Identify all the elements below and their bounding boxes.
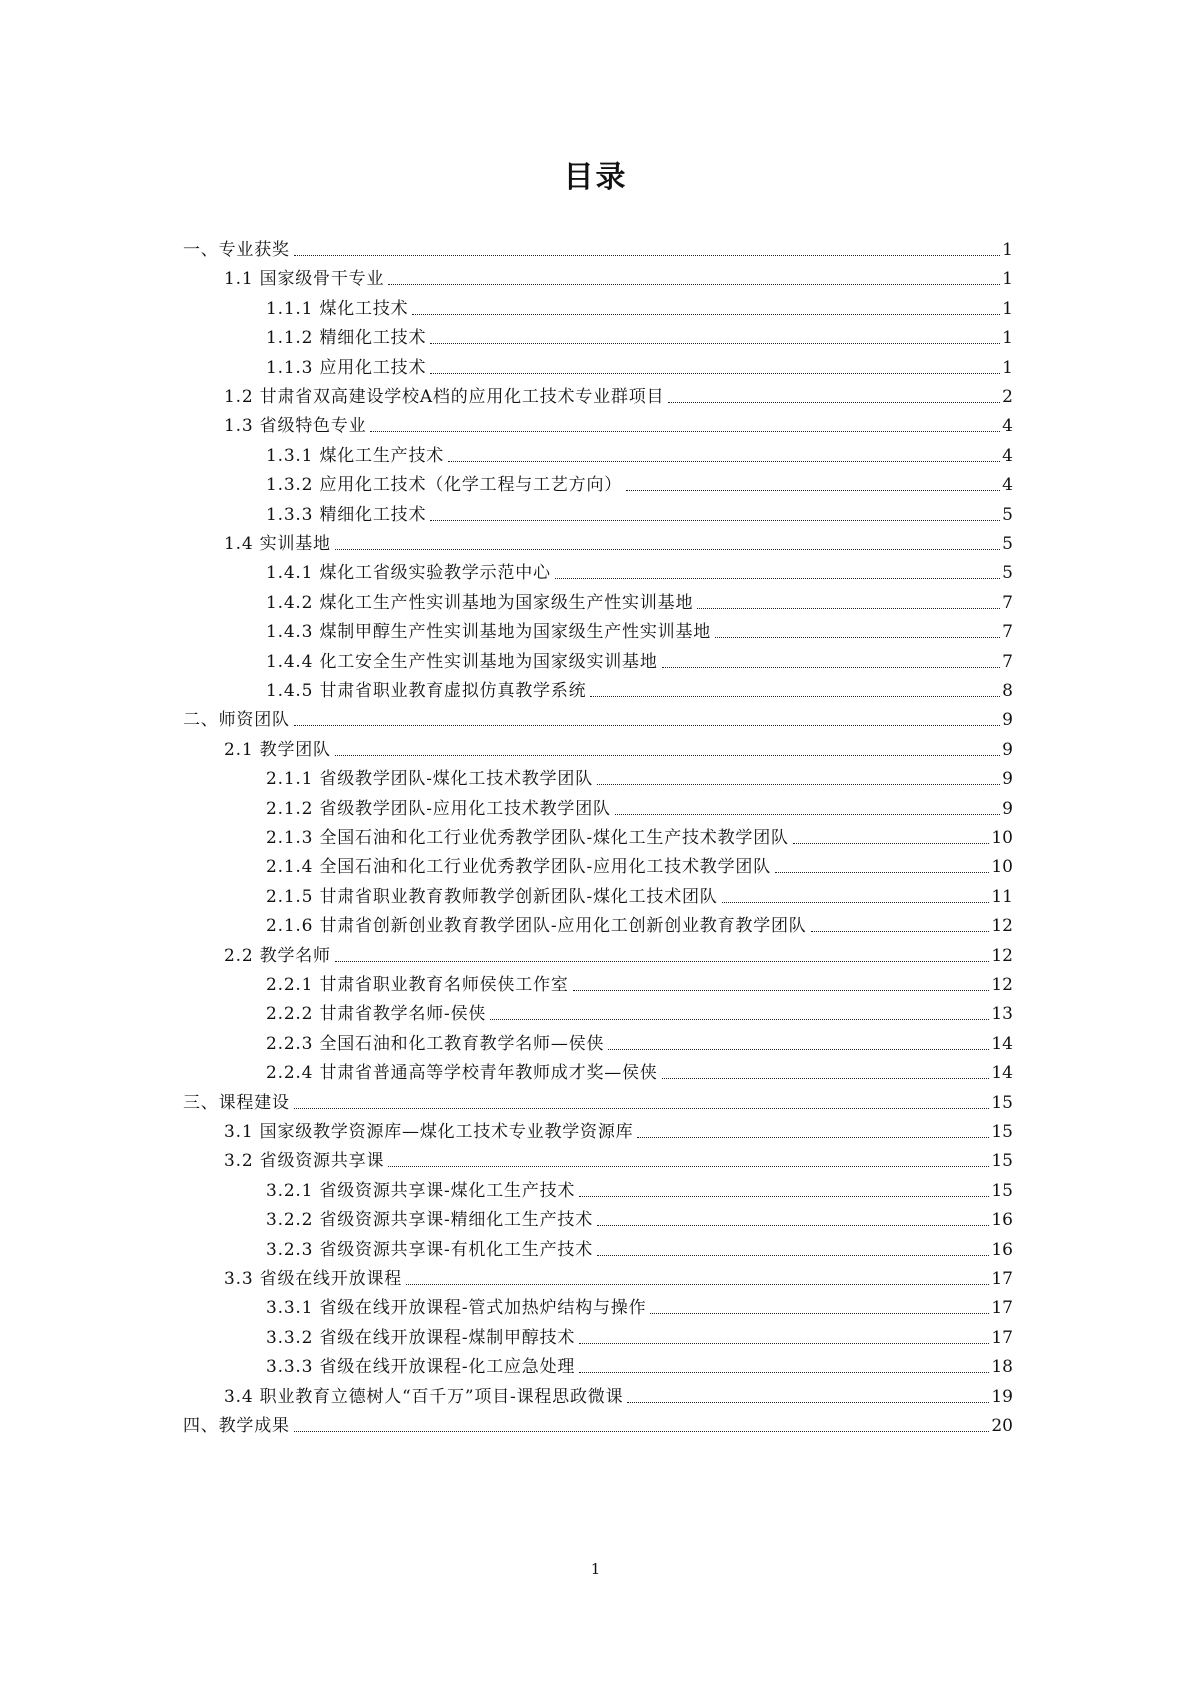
toc-entry[interactable]: [266, 877, 1013, 908]
toc-entry-page: 12: [991, 945, 1013, 966]
toc-dot-leader: [294, 725, 1000, 726]
toc-entry[interactable]: [266, 671, 1013, 702]
toc-entry-page: 1: [1002, 357, 1013, 378]
toc-dot-leader: [388, 1166, 989, 1167]
toc-entry[interactable]: [183, 1083, 1013, 1114]
toc-entry-label: 三、课程建设: [183, 1092, 290, 1113]
toc-dot-leader: [573, 990, 990, 991]
toc-entry[interactable]: [266, 1171, 1013, 1202]
toc-entry-label: 1.3.3 精细化工技术: [266, 504, 427, 525]
toc-entry-page: 17: [991, 1327, 1013, 1348]
toc-entry-label: 1.4.5 甘肃省职业教育虚拟仿真教学系统: [266, 681, 587, 701]
toc-entry-page: 15: [991, 1180, 1013, 1201]
toc-entry[interactable]: [266, 759, 1013, 790]
toc-entry-label: 一、专业获奖: [183, 240, 290, 260]
toc-entry-page: 20: [991, 1416, 1013, 1436]
toc-entry-label: 1.1.3 应用化工技术: [266, 357, 427, 378]
toc-entry[interactable]: [266, 465, 1013, 496]
toc-entry-page: 19: [991, 1386, 1013, 1407]
toc-entry-label: 3.2 省级资源共享课: [224, 1151, 385, 1172]
toc-entry[interactable]: [266, 847, 1013, 878]
toc-dot-leader: [597, 1225, 989, 1226]
toc-entry[interactable]: [266, 1288, 1013, 1319]
toc-entry[interactable]: [183, 230, 1013, 261]
toc-entry-page: 1: [1002, 269, 1013, 290]
toc-entry[interactable]: [266, 1347, 1013, 1378]
toc-entry[interactable]: [266, 789, 1013, 820]
toc-entry-label: 1.1.1 煤化工技术: [266, 298, 409, 319]
toc-entry-page: 15: [991, 1122, 1013, 1142]
toc-dot-leader: [626, 490, 1000, 491]
toc-dot-leader: [430, 343, 1000, 344]
toc-entry-page: 10: [991, 828, 1013, 848]
toc-entry-label: 1.4.2 煤化工生产性实训基地为国家级生产性实训基地: [266, 592, 694, 613]
toc-entry[interactable]: [266, 553, 1013, 584]
toc-entry-label: 1.1.2 精细化工技术: [266, 328, 427, 349]
toc-dot-leader: [668, 402, 1000, 403]
toc-dot-leader: [430, 373, 1000, 374]
toc-dot-leader: [811, 931, 990, 932]
toc-entry[interactable]: [266, 1200, 1013, 1231]
toc-entry-page: 5: [1002, 563, 1013, 584]
toc-entry-page: 1: [1002, 240, 1013, 260]
toc-dot-leader: [335, 549, 1000, 550]
toc-entry-page: 12: [991, 975, 1013, 995]
toc-dot-leader: [294, 1431, 990, 1432]
toc-entry-page: 17: [991, 1269, 1013, 1289]
page-title: 目录: [563, 160, 628, 195]
toc-entry-page: 9: [1002, 798, 1013, 819]
toc-entry-label: 1.1 国家级骨干专业: [224, 269, 385, 290]
toc-entry-label: 2.2 教学名师: [224, 945, 331, 966]
toc-entry[interactable]: [266, 436, 1013, 467]
toc-dot-leader: [294, 1108, 990, 1109]
toc-entry-page: 14: [991, 1033, 1013, 1054]
toc-entry-page: 16: [991, 1210, 1013, 1231]
toc-entry-page: 12: [991, 916, 1013, 937]
toc-dot-leader: [608, 1049, 989, 1050]
toc-entry-page: 4: [1002, 445, 1013, 466]
toc-entry-page: 7: [1002, 651, 1013, 672]
toc-entry[interactable]: [224, 1259, 1013, 1290]
toc-entry-label: 1.4.3 煤制甲醇生产性实训基地为国家级生产性实训基地: [266, 622, 712, 643]
toc-entry-label: 2.1.2 省级教学团队-应用化工技术教学团队: [266, 798, 611, 819]
toc-entry[interactable]: [266, 642, 1013, 673]
page-number: 1: [590, 1560, 601, 1578]
toc-entry-label: 3.3 省级在线开放课程: [224, 1269, 403, 1289]
toc-entry-page: 1: [1002, 298, 1013, 319]
toc-entry[interactable]: [224, 1141, 1013, 1172]
toc-entry-label: 1.3 省级特色专业: [224, 416, 367, 437]
toc-entry[interactable]: [266, 818, 1013, 849]
toc-entry-label: 四、教学成果: [183, 1416, 290, 1436]
toc-entry-page: 17: [991, 1298, 1013, 1319]
toc-dot-leader: [370, 431, 1000, 432]
toc-entry-label: 3.3.1 省级在线开放课程-管式加热炉结构与操作: [266, 1298, 647, 1319]
toc-dot-leader: [615, 814, 1000, 815]
toc-dot-leader: [448, 461, 1000, 462]
toc-entry-label: 1.4.4 化工安全生产性实训基地为国家级实训基地: [266, 651, 658, 672]
toc-entry-page: 11: [991, 886, 1013, 907]
toc-entry-label: 二、师资团队: [183, 710, 290, 731]
toc-entry-label: 2.2.2 甘肃省教学名师-侯侠: [266, 1004, 487, 1025]
toc-entry[interactable]: [266, 1024, 1013, 1055]
toc-entry-label: 3.1 国家级教学资源库—煤化工技术专业教学资源库: [224, 1122, 634, 1142]
toc-dot-leader: [662, 1078, 990, 1079]
toc-dot-leader: [627, 1402, 989, 1403]
toc-dot-leader: [579, 1372, 989, 1373]
toc-entry[interactable]: [266, 612, 1013, 643]
toc-entry[interactable]: [266, 495, 1013, 526]
toc-entry-page: 10: [991, 857, 1013, 878]
toc-entry-page: 14: [991, 1063, 1013, 1084]
toc-entry-page: 5: [1002, 504, 1013, 525]
toc-dot-leader: [793, 843, 990, 844]
toc-dot-leader: [335, 961, 990, 962]
toc-entry-label: 2.1.6 甘肃省创新创业教育教学团队-应用化工创新创业教育教学团队: [266, 916, 807, 937]
toc-entry-page: 1: [1002, 328, 1013, 349]
toc-dot-leader: [406, 1284, 989, 1285]
toc-dot-leader: [722, 902, 990, 903]
toc-entry[interactable]: [224, 259, 1013, 290]
toc-dot-leader: [597, 784, 1000, 785]
toc-entry[interactable]: [266, 289, 1013, 320]
toc-entry-page: 4: [1002, 416, 1013, 437]
toc-dot-leader: [388, 284, 1000, 285]
toc-entry-page: 18: [991, 1357, 1013, 1378]
toc-entry-page: 9: [1002, 739, 1013, 760]
toc-dot-leader: [430, 520, 1000, 521]
toc-entry[interactable]: [266, 348, 1013, 379]
toc-entry-page: 9: [1002, 769, 1013, 790]
toc-entry-label: 2.1 教学团队: [224, 739, 331, 760]
toc-entry-label: 1.3.2 应用化工技术（化学工程与工艺方向）: [266, 475, 623, 496]
toc-entry-page: 9: [1002, 710, 1013, 731]
toc-dot-leader: [715, 637, 1000, 638]
toc-entry-page: 8: [1002, 681, 1013, 701]
toc-entry-label: 3.2.2 省级资源共享课-精细化工生产技术: [266, 1210, 594, 1231]
toc-entry[interactable]: [266, 583, 1013, 614]
toc-dot-leader: [555, 578, 1000, 579]
toc-dot-leader: [597, 1255, 989, 1256]
toc-dot-leader: [650, 1313, 989, 1314]
toc-entry[interactable]: [183, 700, 1013, 731]
toc-entry[interactable]: [266, 906, 1013, 937]
toc-entry[interactable]: [266, 1230, 1013, 1261]
toc-entry-page: 16: [991, 1239, 1013, 1260]
toc-entry-label: 3.3.3 省级在线开放课程-化工应急处理: [266, 1357, 576, 1378]
toc-entry[interactable]: [266, 318, 1013, 349]
toc-entry-label: 3.2.3 省级资源共享课-有机化工生产技术: [266, 1239, 594, 1260]
toc-entry-label: 1.4 实训基地: [224, 534, 331, 554]
toc-entry-label: 2.1.1 省级教学团队-煤化工技术教学团队: [266, 769, 594, 790]
toc-entry[interactable]: [266, 1053, 1013, 1084]
toc-dot-leader: [490, 1019, 989, 1020]
toc-dot-leader: [662, 667, 1001, 668]
toc-entry[interactable]: [266, 1318, 1013, 1349]
toc-entry-label: 3.4 职业教育立德树人“百千万”项目-课程思政微课: [224, 1386, 624, 1407]
toc-entry-page: 7: [1002, 622, 1013, 643]
toc-entry-label: 1.2 甘肃省双高建设学校A档的应用化工技术专业群项目: [224, 387, 665, 407]
toc-dot-leader: [590, 696, 1000, 697]
toc-entry[interactable]: [224, 524, 1013, 555]
toc-entry[interactable]: [266, 965, 1013, 996]
toc-entry-page: 2: [1002, 387, 1013, 407]
toc-dot-leader: [697, 608, 1000, 609]
toc-entry-label: 2.1.5 甘肃省职业教育教师教学创新团队-煤化工技术团队: [266, 886, 718, 907]
toc-entry[interactable]: [224, 1377, 1013, 1408]
toc-entry-page: 15: [991, 1151, 1013, 1172]
toc-dot-leader: [775, 872, 989, 873]
toc-entry-page: 15: [991, 1092, 1013, 1113]
toc-entry[interactable]: [224, 377, 1013, 408]
toc-entry-page: 4: [1002, 475, 1013, 496]
toc-entry-page: 13: [991, 1004, 1013, 1025]
toc-entry-label: 2.1.4 全国石油和化工行业优秀教学团队-应用化工技术教学团队: [266, 857, 772, 878]
toc-entry[interactable]: [224, 1112, 1013, 1143]
toc-entry-label: 2.2.4 甘肃省普通高等学校青年教师成才奖—侯侠: [266, 1063, 658, 1084]
toc-dot-leader: [335, 755, 1000, 756]
toc-entry-label: 3.3.2 省级在线开放课程-煤制甲醇技术: [266, 1327, 576, 1348]
toc-entry-label: 2.1.3 全国石油和化工行业优秀教学团队-煤化工生产技术教学团队: [266, 828, 789, 848]
toc-entry[interactable]: [183, 1406, 1013, 1437]
toc-entry-label: 3.2.1 省级资源共享课-煤化工生产技术: [266, 1180, 576, 1201]
toc-entry-page: 7: [1002, 592, 1013, 613]
toc-entry-label: 2.2.3 全国石油和化工教育教学名师—侯侠: [266, 1033, 605, 1054]
toc-entry-label: 1.3.1 煤化工生产技术: [266, 445, 445, 466]
toc-dot-leader: [294, 255, 1000, 256]
toc-entry-label: 2.2.1 甘肃省职业教育名师侯侠工作室: [266, 975, 569, 995]
toc-dot-leader: [637, 1137, 989, 1138]
toc-dot-leader: [412, 314, 1000, 315]
toc-dot-leader: [579, 1343, 989, 1344]
toc-entry[interactable]: [224, 936, 1013, 967]
toc-entry[interactable]: [266, 994, 1013, 1025]
toc-entry[interactable]: [224, 730, 1013, 761]
toc-entry-page: 5: [1002, 534, 1013, 554]
toc-entry[interactable]: [224, 406, 1013, 437]
toc-entry-label: 1.4.1 煤化工省级实验教学示范中心: [266, 563, 551, 584]
toc-dot-leader: [579, 1196, 989, 1197]
